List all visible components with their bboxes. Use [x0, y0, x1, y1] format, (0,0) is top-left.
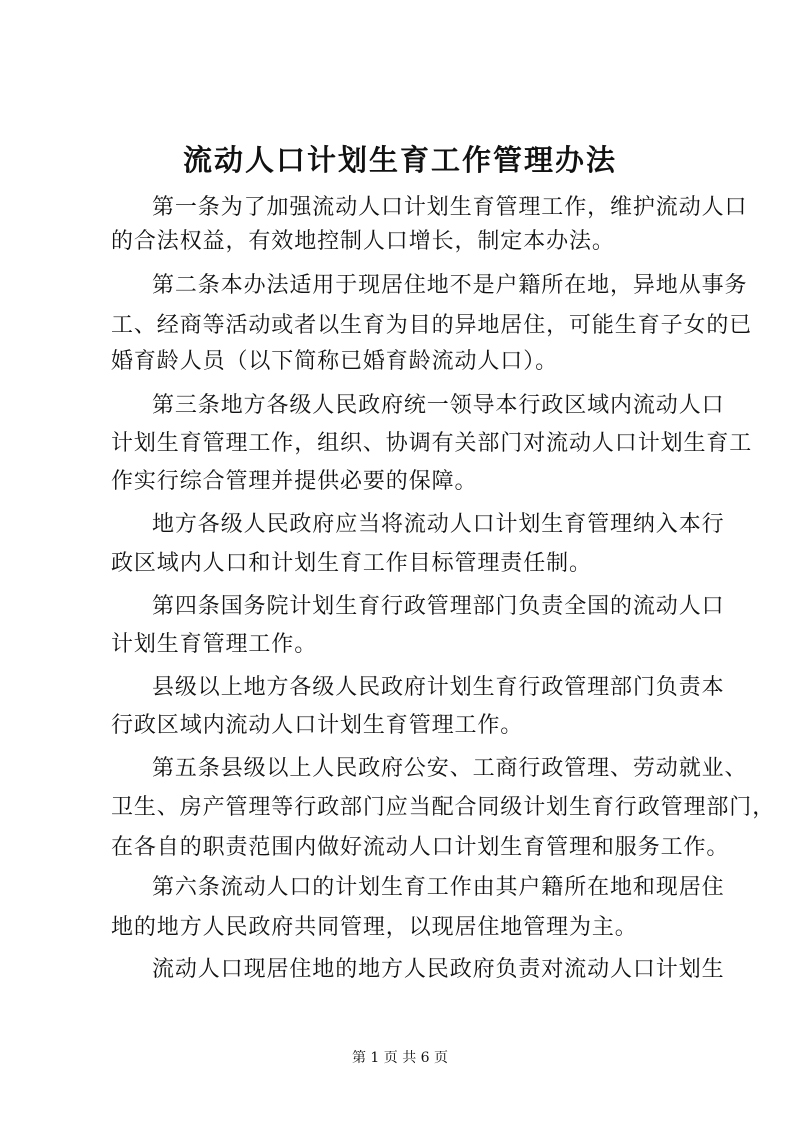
body-line-5: 婚育龄人员（以下简称已婚育龄流动人口）。 — [111, 349, 559, 374]
body-line-12: 计划生育管理工作。 — [111, 632, 318, 657]
body-line-7: 计划生育管理工作，组织、协调有关部门对流动人口计划生育工 — [111, 431, 753, 456]
body-line-20: 流动人口现居住地的地方人民政府负责对流动人口计划生 — [152, 957, 725, 982]
body-line-14: 行政区域内流动人口计划生育管理工作。 — [111, 713, 524, 738]
body-line-8: 作实行综合管理并提供必要的保障。 — [111, 469, 478, 494]
body-line-1: 第一条为了加强流动人口计划生育管理工作，维护流动人口 — [152, 195, 748, 220]
body-line-3: 第二条本办法适用于现居住地不是户籍所在地，异地从事务 — [152, 273, 748, 298]
body-line-9: 地方各级人民政府应当将流动人口计划生育管理纳入本行 — [152, 512, 725, 537]
body-line-6: 第三条地方各级人民政府统一领导本行政区域内流动人口 — [152, 393, 725, 418]
document-title: 流动人口计划生育工作管理办法 — [182, 143, 617, 177]
body-line-4: 工、经商等活动或者以生育为目的异地居住，可能生育子女的已 — [111, 313, 753, 338]
body-line-10: 政区域内人口和计划生育工作目标管理责任制。 — [111, 551, 592, 576]
body-line-16: 卫生、房产管理等行政部门应当配合同级计划生育行政管理部门， — [111, 795, 776, 820]
page-number: 第 1 页 共 6 页 — [351, 1050, 449, 1066]
body-line-18: 第六条流动人口的计划生育工作由其户籍所在地和现居住 — [152, 875, 725, 900]
body-line-13: 县级以上地方各级人民政府计划生育行政管理部门负责本 — [152, 675, 725, 700]
body-line-2: 的合法权益，有效地控制人口增长，制定本办法。 — [111, 229, 615, 254]
body-line-19: 地的地方人民政府共同管理，以现居住地管理为主。 — [111, 915, 638, 940]
body-line-15: 第五条县级以上人民政府公安、工商行政管理、劳动就业、 — [152, 756, 748, 781]
body-line-17: 在各自的职责范围内做好流动人口计划生育管理和服务工作。 — [111, 835, 730, 860]
body-line-11: 第四条国务院计划生育行政管理部门负责全国的流动人口 — [152, 594, 725, 619]
